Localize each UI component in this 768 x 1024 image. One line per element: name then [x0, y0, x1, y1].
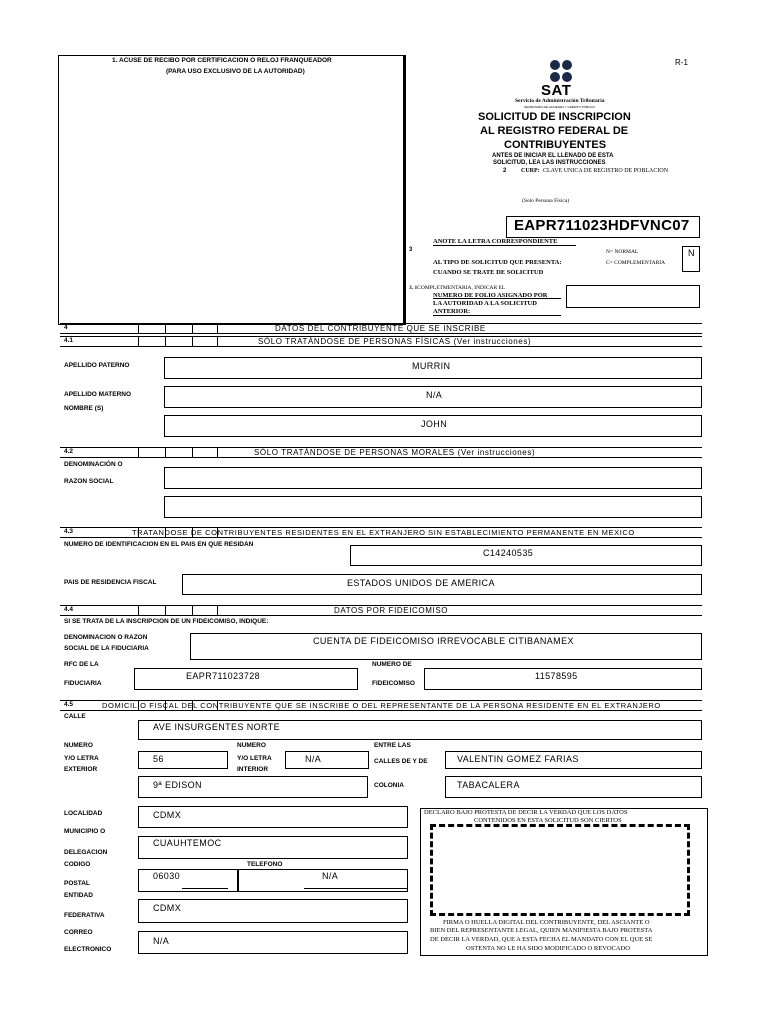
fiduciaria-label1: DENOMINACION O RAZON — [64, 634, 148, 641]
numint-label2: Y/O LETRA — [237, 755, 272, 762]
cp-label2: POSTAL — [64, 880, 90, 887]
folio-field[interactable] — [566, 285, 700, 308]
fiduciaria-value: CUENTA DE FIDEICOMISO IRREVOCABLE CITIBANAMEX — [313, 636, 574, 646]
entidad-value: CDMX — [153, 903, 182, 913]
folio-line1: COMPLETMENTARIA, INDICAR EL — [417, 285, 506, 291]
numext-label3: EXTERIOR — [64, 766, 98, 773]
correo-field[interactable] — [138, 931, 408, 954]
firma-foot1: FIRMA O HUELLA DIGITAL DEL CONTRIBUYENTE, DEL ASCIANTE O — [443, 919, 650, 926]
folio-line2: NUMERO DE FOLIO ASIGNADO POR — [433, 292, 548, 299]
instructions-line2: SOLICITUD, LEA LAS INSTRUCCIONES — [493, 160, 606, 166]
apellido-materno-value: N/A — [426, 390, 443, 400]
section-4-number: 4 — [64, 324, 68, 331]
firma-header1: DECLARO BAJO PROTESTA DE DECIR LA VERDAD QUE LOS DATOS — [424, 809, 628, 816]
folio-number: 3. 1 — [409, 285, 418, 291]
curp-label: CURP: — [521, 168, 540, 174]
apellido-materno-label: APELLIDO MATERNO — [64, 391, 132, 398]
pais-value: ESTADOS UNIDOS DE AMERICA — [347, 578, 495, 588]
calle-label: CALLE — [64, 713, 86, 720]
section-4-title: DATOS DEL CONTRIBUYENTE QUE SE INSCRIBE — [275, 324, 486, 333]
telefono-label: TELEFONO — [247, 861, 283, 868]
num-fideicomiso-label1: NUMERO DE — [372, 661, 412, 668]
acuse-number: 1. — [112, 57, 118, 64]
calle-value: AVE INSURGENTES NORTE — [153, 722, 281, 732]
acuse-title-line1: ACUSE DE RECIBO POR CERTIFICACION O RELOJ FRANQUEADOR — [119, 57, 332, 64]
colonia-label: COLONIA — [374, 782, 404, 789]
correo-value: N/A — [153, 936, 170, 946]
numint-field[interactable] — [285, 751, 369, 769]
entidad-label2: FEDERATIVA — [64, 912, 105, 919]
firma-header2: CONTENIDOS EN ESTA SOLICITUD SON CIERTOS — [474, 817, 622, 824]
section-41-number: 4.1 — [64, 337, 74, 344]
section-44-number: 4.4 — [64, 606, 74, 613]
tipo-line1: ANOTE LA LETRA CORRESPONDIENTE — [433, 238, 558, 245]
numext-label2: Y/O LETRA — [64, 755, 99, 762]
tipo-value: N — [688, 248, 695, 258]
entre-label2: CALLES DE Y DE — [374, 758, 428, 765]
numext-label1: NUMERO — [64, 742, 93, 749]
section-45-title: DOMICILIO FISCAL DEL CONTRIBUYENTE QUE SE INSCRIBE O DEL REPRESENTANTE DE LA PERSONA RESIDENTE EN EL EXTRANJERO — [102, 701, 661, 710]
acuse-divider — [404, 55, 406, 325]
sat-subtitle: Servicio de Administración Tributaria — [515, 98, 605, 104]
numint-label1: NUMERO — [237, 742, 266, 749]
curp-note: (Solo Persona Física) — [522, 198, 570, 204]
section-45-number: 4.5 — [64, 701, 74, 708]
rfc-value: EAPR711023728 — [186, 671, 261, 681]
razon-social-label2: RAZON SOCIAL — [64, 478, 114, 485]
pais-label: PAIS DE RESIDENCIA FISCAL — [64, 579, 157, 586]
sat-subtitle2: SECRETARÍA DE HACIENDA Y CRÉDITO PÚBLICO — [524, 105, 595, 109]
cp-value: 06030 — [153, 871, 181, 881]
numext-field[interactable] — [138, 751, 228, 769]
rfc-label1: RFC DE LA — [64, 661, 99, 668]
cp-label1: CODIGO — [64, 861, 91, 868]
razon-social-label1: DENOMINACIÓN O — [64, 461, 123, 468]
rfc-label2: FIDUCIARIA — [64, 680, 102, 687]
numint-label3: INTERIOR — [237, 766, 269, 773]
form-title-line2: AL REGISTRO FEDERAL DE — [480, 125, 629, 137]
folio-line4: ANTERIOR: — [433, 308, 471, 315]
tipo-number: 3 — [409, 247, 413, 253]
form-code: R-1 — [675, 58, 688, 67]
municipio-label2: DELEGACION — [64, 849, 108, 856]
section-43-title: TRATANDOSE DE CONTRIBUYENTES RESIDENTES EN EL EXTRANJERO SIN ESTABLECIMIENTO PERMANENTE EN MEXICO — [132, 528, 635, 537]
curp-value: EAPR711023HDFVNC07 — [514, 217, 690, 234]
tipo-complementaria: C= COMPLEMENTARIA — [606, 260, 666, 266]
entre-label1: ENTRE LAS — [374, 742, 411, 749]
curp-number: 2 — [503, 168, 507, 174]
num-fideicomiso-label2: FIDEICOMISO — [372, 680, 415, 687]
entre2-value: 9ª EDISON — [153, 780, 202, 790]
correo-label1: CORREO — [64, 929, 93, 936]
firma-foot4: OSTENTA NO LE HA SIDO MODIFICADO O REVOCADO — [466, 945, 630, 952]
tipo-normal: N= NORMAL — [606, 249, 639, 255]
tipo-line3: CUANDO SE TRATE DE SOLICITUD — [433, 269, 544, 276]
section-43-number: 4.3 — [64, 528, 74, 535]
folio-line3: LA AUTORIDAD A LA SOLICITUD — [433, 300, 537, 307]
form-title-line3: CONTRIBUYENTES — [504, 139, 607, 151]
identificacion-value: C14240535 — [483, 548, 534, 558]
firma-foot3: DE DECIR LA VERDAD, QUE A ESTA FECHA EL MANDATO CON EL QUE SE — [430, 936, 653, 943]
section-42-number: 4.2 — [64, 448, 74, 455]
telefono-value: N/A — [322, 871, 339, 881]
apellido-paterno-label: APELLIDO PATERNO — [64, 362, 130, 369]
nombre-value: JOHN — [421, 419, 448, 429]
numext-value: 56 — [153, 754, 164, 764]
section-42-title: SÓLO TRATÁNDOSE DE PERSONAS MORALES (Ver instrucciones) — [254, 448, 536, 457]
acuse-title-line2: (PARA USO EXCLUSIVO DE LA AUTORIDAD) — [166, 68, 305, 75]
instructions-line1: ANTES DE INICIAR EL LLENADO DE ESTA — [492, 153, 614, 159]
num-fideicomiso-value: 11578595 — [535, 671, 578, 681]
section-41-title: SÓLO TRATÁNDOSE DE PERSONAS FÍSICAS (Ver instrucciones) — [258, 337, 532, 346]
form-title-line1: SOLICITUD DE INSCRIPCION — [478, 111, 631, 123]
localidad-value: CDMX — [153, 810, 182, 820]
municipio-value: CUAUHTEMOC — [153, 838, 222, 848]
tipo-line2: AL TIPO DE SOLICITUD QUE PRESENTA: — [433, 259, 562, 266]
entre-value: VALENTIN GOMEZ FARIAS — [457, 754, 579, 764]
numint-value: N/A — [305, 754, 322, 764]
colonia-value: TABACALERA — [457, 780, 520, 790]
fideicomiso-intro: SI SE TRATA DE LA INSCRIPCION DE UN FIDEICOMISO, INDIQUE: — [64, 618, 269, 625]
firma-signature-area[interactable] — [430, 824, 690, 916]
municipio-label1: MUNICIPIO O — [64, 828, 106, 835]
section-44-title: DATOS POR FIDEICOMISO — [334, 606, 449, 615]
fiduciaria-label2: SOCIAL DE LA FIDUCIARIA — [64, 645, 149, 652]
acuse-box — [58, 55, 404, 325]
entidad-label1: ENTIDAD — [64, 892, 93, 899]
apellido-paterno-value: MURRIN — [412, 361, 451, 371]
sat-logo-text: SAT — [541, 82, 572, 99]
nombre-label: NOMBRE (S) — [64, 405, 104, 412]
identificacion-label: NUMERO DE IDENTIFICACION EN EL PAIS EN QUE RESIDAN — [64, 541, 254, 548]
razon-social-field1[interactable] — [164, 467, 702, 489]
correo-label2: ELECTRONICO — [64, 946, 112, 953]
razon-social-field2[interactable] — [164, 496, 702, 518]
firma-foot2: BIEN DEL REPRESENTANTE LEGAL, QUIEN MANIFIESTA BAJO PROTESTA — [430, 927, 653, 934]
localidad-label: LOCALIDAD — [64, 810, 103, 817]
curp-label-rest: CLAVE UNICA DE REGISTRO DE POBLACION — [543, 168, 669, 174]
